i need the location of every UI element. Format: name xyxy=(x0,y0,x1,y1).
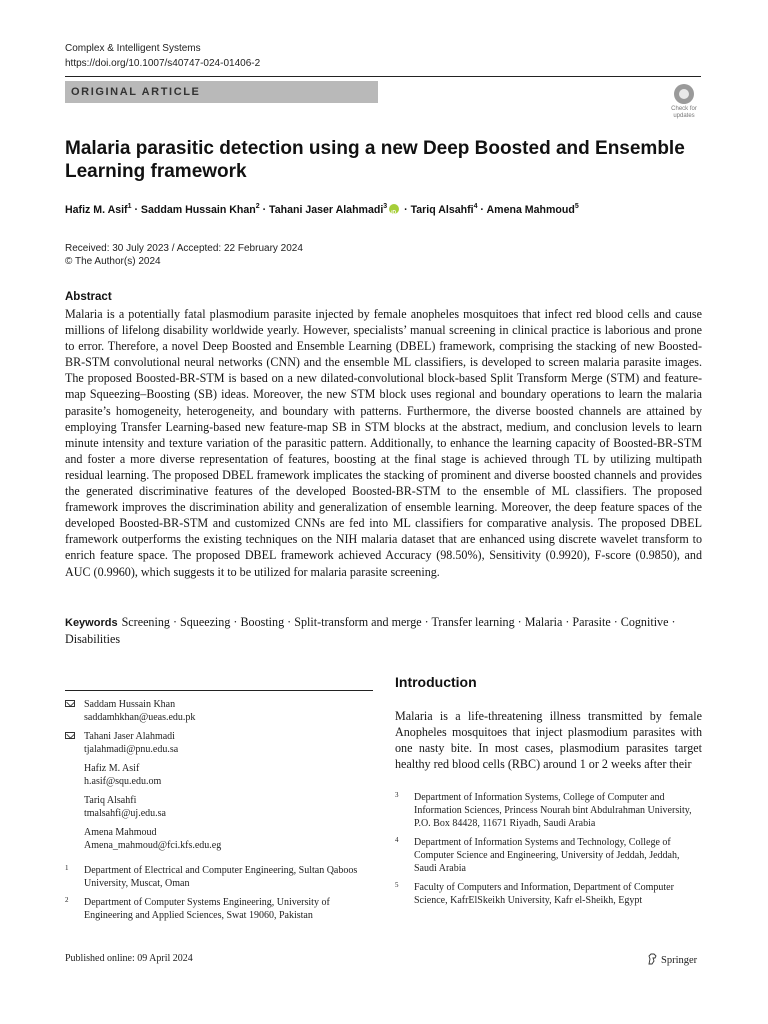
contact-name: Hafiz M. Asif xyxy=(84,763,140,774)
publisher-name: Springer xyxy=(661,955,698,966)
affiliation-text: Department of Information Systems, College of Computer and Information Sciences, Princess Nourah bint Abdulrahman University, P.O. Box 84428, 11671 Riyadh, Saudi Arabia xyxy=(414,792,692,829)
keywords-label: Keywords xyxy=(65,617,118,629)
affiliation-5 xyxy=(395,881,702,907)
contact-email[interactable]: tmalsahfi@uj.edu.sa xyxy=(84,808,166,819)
contact-name: Amena Mahmoud xyxy=(84,827,157,838)
abstract-text: Malaria is a potentially fatal plasmodium parasite injected by female anopheles mosquitoes that infect red blood cells and cause millions of lifelong disability worldwide yearly. However, specialists’ manual screening in clinical practice is laborious and prone to error. Therefore, a novel Deep Boosted and Ensemble Learning (DBEL) framework, comprising the stacking of new Boosted-BR-STM convolutional neural networks (CNN) and the ensemble ML classifiers, is developed to screen malaria parasite images. The proposed Boosted-BR-STM is based on a new dilated-convolutional block-based Split Transform Merge (STM) and feature-map Squeezing–Boosting (SB) ideas. Moreover, the new STM block uses regional and boundary operations to learn the malaria parasite’s homogeneity, heterogeneity, and boundary with patterns. Furthermore, the diverse boosted channels are attained by employing Transfer Learning-based new feature-map SB in STM blocks at the abstract, medium, and conclusion levels to learn minute intensity and texture variation of the parasitic pattern. Additionally, to enhance the learning capacity of Boosted-BR-STM and foster a more diverse representation of features, boosting at the final stage is achieved through TL by utilizing multipath residual learning. The proposed DBEL framework implicates the stacking of prominent and diverse boosted channels and provides the generated discriminative features of the developed Boosted-BR-STM to the ensemble of ML classifiers. The proposed framework improves the discrimination ability and generalization of ensemble learning. Moreover, the deep feature spaces of the developed Boosted-BR-STM and customized CNNs are fed into ML classifiers for comparative analysis. The proposed DBEL framework outperforms the existing techniques on the NIH malaria dataset that are enhanced using discrete wavelet transform to enrich feature space. The proposed DBEL framework achieved Accuracy (98.50%), Sensitivity (0.9920), F-score (0.9850), and AUC (0.9960), which suggests it to be utilized for malaria parasite screening. xyxy=(65,307,702,579)
header-rule xyxy=(65,76,701,77)
article-type-banner: ORIGINAL ARTICLE xyxy=(65,81,378,103)
introduction-text: Malaria is a life-threatening illness transmitted by female Anopheles mosquitoes that inject plasmodium parasites with one nasty bite. In most cases, plasmodium parasites target healthy red blood cells (RBC) around 1 or 2 weeks after their xyxy=(395,709,702,771)
contact-entry xyxy=(65,794,375,820)
abstract-heading: Abstract xyxy=(65,291,112,303)
mail-icon xyxy=(65,700,75,707)
contact-email[interactable]: Amena_mahmoud@fci.kfs.edu.eg xyxy=(84,840,222,851)
author-name[interactable]: Tariq Alsahfi xyxy=(410,204,474,216)
contact-entry xyxy=(65,698,375,724)
keywords-text: Screening · Squeezing · Boosting · Split-transform and merge · Transfer learning · Malaria · Parasite · Cognitive · Disabilities xyxy=(65,615,676,647)
affiliation-text: Department of Information Systems and Technology, College of Computer Science and Engineering, University of Jeddah, Jeddah, Saudi Arabia xyxy=(414,837,680,874)
orcid-icon[interactable] xyxy=(389,204,399,214)
contact-email[interactable]: tjalahmadi@pnu.edu.sa xyxy=(84,744,179,755)
affiliation-1 xyxy=(65,864,375,890)
affiliation-text: Department of Electrical and Computer Engineering, Sultan Qaboos University, Muscat, Oman xyxy=(84,865,358,889)
contact-entry xyxy=(65,826,375,852)
journal-name: Complex & Intelligent Systems xyxy=(65,43,201,54)
footnote-rule xyxy=(65,690,373,691)
author-name[interactable]: Tahani Jaser Alahmadi xyxy=(269,204,384,216)
keywords xyxy=(65,614,705,647)
affiliation-3 xyxy=(395,791,702,830)
affiliation-number: 5 xyxy=(395,881,399,889)
springer-horse-icon xyxy=(647,953,658,965)
paper-title: Malaria parasitic detection using a new Deep Boosted and Ensemble Learning framework xyxy=(65,138,685,182)
author-name[interactable]: Hafiz M. Asif xyxy=(65,204,128,216)
check-updates-label: Check for updates xyxy=(671,106,697,119)
doi-link[interactable]: https://doi.org/10.1007/s40747-024-01406-2 xyxy=(65,58,261,69)
author-list: Hafiz M. Asif$^1$ · Saddam Hussain Khan$^2$ · Tahani Jaser Alahmadi$^3$iD · Tariq Alsahfi$^4$ · Amena Mahmoud$^5$ xyxy=(65,202,705,218)
author-name[interactable]: Saddam Hussain Khan xyxy=(140,204,256,216)
affiliation-number: 1 xyxy=(65,864,69,872)
affiliation-text: Faculty of Computers and Information, Department of Computer Science, KafrElSkeikh University, Kafr el-Sheikh, Egypt xyxy=(414,882,674,906)
affiliation-2 xyxy=(65,896,375,922)
affiliations-right xyxy=(395,791,702,913)
received-accepted: Received: 30 July 2023 / Accepted: 22 February 2024 xyxy=(65,243,303,254)
check-for-updates-badge[interactable] xyxy=(665,83,703,123)
contact-name: Tariq Alsahfi xyxy=(84,795,137,806)
contact-name: Saddam Hussain Khan xyxy=(84,699,176,710)
contact-entry xyxy=(65,730,375,756)
contact-email[interactable]: h.asif@squ.edu.om xyxy=(84,776,162,787)
publication-dates xyxy=(65,242,303,268)
journal-header xyxy=(65,41,260,71)
affiliation-4 xyxy=(395,836,702,875)
publisher-logo[interactable] xyxy=(647,953,697,966)
affiliation-number: 3 xyxy=(395,791,399,799)
contact-footnotes xyxy=(65,698,375,928)
mail-icon xyxy=(65,732,75,739)
introduction-heading: Introduction xyxy=(395,674,477,690)
copyright: © The Author(s) 2024 xyxy=(65,256,161,267)
author-name[interactable]: Amena Mahmoud xyxy=(486,204,575,216)
contact-name: Tahani Jaser Alahmadi xyxy=(84,731,175,742)
affiliation-number: 4 xyxy=(395,836,399,844)
affiliation-text: Department of Computer Systems Engineering, University of Engineering and Applied Sciences, Swat 19060, Pakistan xyxy=(84,897,330,921)
contact-email[interactable]: saddamhkhan@ueas.edu.pk xyxy=(84,712,196,723)
check-updates-icon xyxy=(674,84,694,104)
published-online: Published online: 09 April 2024 xyxy=(65,953,193,964)
contact-entry xyxy=(65,762,375,788)
affiliation-number: 2 xyxy=(65,896,69,904)
